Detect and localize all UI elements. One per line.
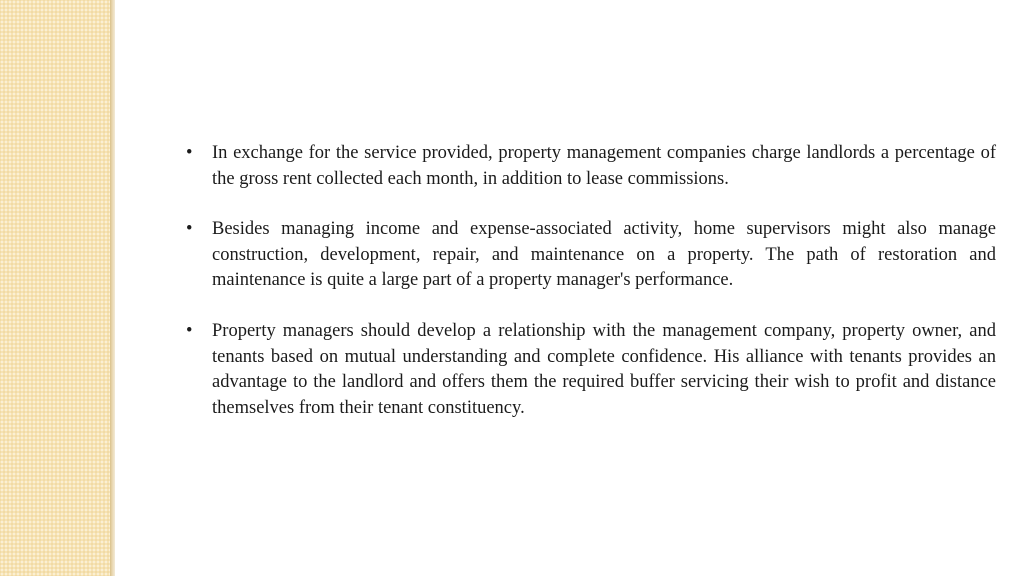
bullet-marker: • (186, 143, 193, 163)
slide-content (186, 141, 996, 446)
bullet-text: In exchange for the service provided, property management companies charge landlords a percentage of the gross rent collected each month, in addition to lease commissions. (212, 143, 996, 189)
bullet-item-relationships (186, 319, 996, 421)
bullet-item-fees (186, 141, 996, 192)
bullet-text: Besides managing income and expense-associated activity, home supervisors might also manage construction, development, repair, and maintenance on a property. The path of restoration and maintenance is quite a large part of a property manager's performance. (212, 219, 996, 291)
side-panel-edge (110, 0, 115, 576)
bullet-text: Property managers should develop a relationship with the management company, property owner, and tenants based on mutual understanding and complete confidence. His alliance with tenants provides an advantage to the landlord and offers them the required buffer servicing their wish to profit and distance themselves from their tenant constituency. (212, 320, 996, 418)
bullet-item-maintenance (186, 217, 996, 294)
bullet-marker: • (186, 219, 193, 240)
bullet-list (186, 141, 996, 421)
decorative-side-panel (0, 0, 110, 576)
bullet-marker: • (186, 320, 193, 341)
